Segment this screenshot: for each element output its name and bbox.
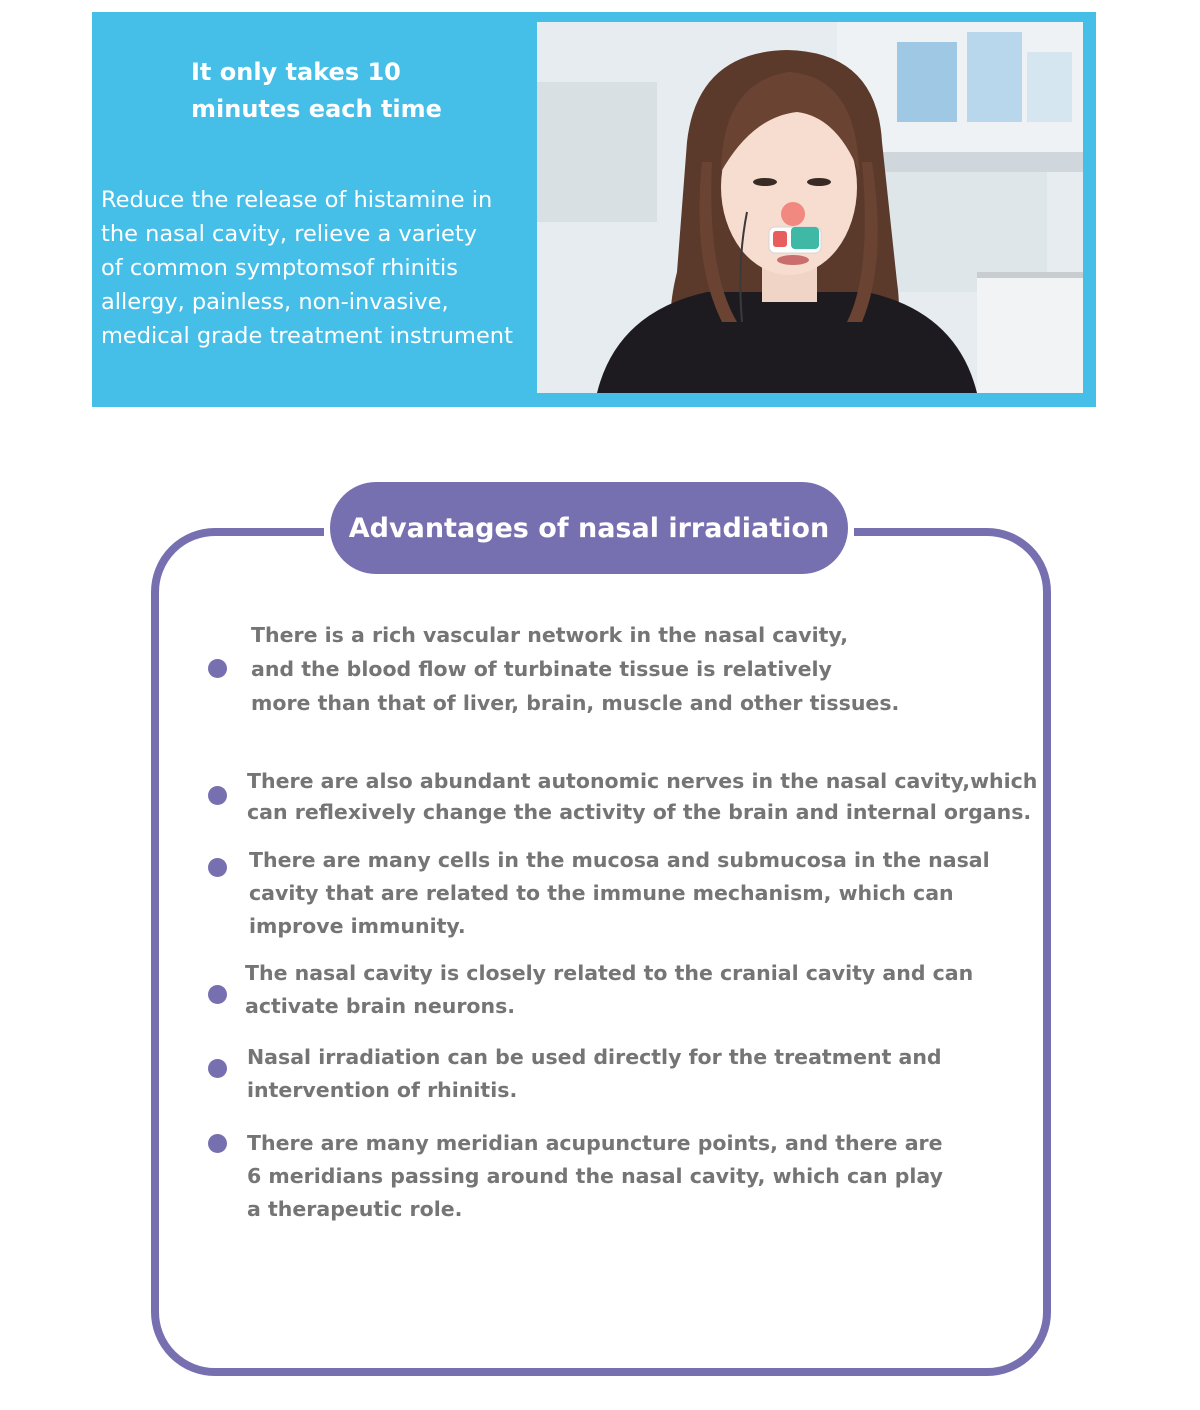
banner-description-line: Reduce the release of histamine in — [101, 187, 493, 213]
advantage-text — [245, 957, 973, 1023]
advantage-text — [249, 844, 990, 943]
bullet-dot-icon — [208, 1134, 227, 1153]
banner-description-line: medical grade treatment instrument — [101, 323, 513, 349]
banner-description — [101, 183, 513, 353]
advantages-title: Advantages of nasal irradiation — [348, 512, 830, 544]
advantage-line: can reflexively change the activity of the brain and internal organs. — [247, 800, 1032, 824]
bullet-dot-icon — [208, 786, 227, 805]
advantage-line: and the blood flow of turbinate tissue is relatively — [251, 657, 832, 681]
advantage-line: more than that of liver, brain, muscle and other tissues. — [251, 691, 900, 715]
advantage-line: cavity that are related to the immune mechanism, which can — [249, 881, 954, 905]
advantage-text — [247, 766, 1037, 828]
advantage-line: The nasal cavity is closely related to the cranial cavity and can — [245, 961, 974, 985]
promo-banner — [92, 12, 1096, 407]
advantage-line: a therapeutic role. — [247, 1197, 463, 1221]
advantage-line: Nasal irradiation can be used directly for the treatment and — [247, 1045, 942, 1069]
advantage-line: There are also abundant autonomic nerves in the nasal cavity,which — [247, 769, 1038, 793]
advantage-text — [247, 1127, 943, 1226]
banner-description-line: the nasal cavity, relieve a variety — [101, 221, 477, 247]
product-photo — [537, 22, 1083, 393]
banner-heading-line: minutes each time — [191, 95, 442, 123]
advantage-line: intervention of rhinitis. — [247, 1078, 518, 1102]
advantage-line: activate brain neurons. — [245, 994, 516, 1018]
bullet-dot-icon — [208, 858, 227, 877]
banner-heading — [191, 54, 442, 128]
bullet-dot-icon — [208, 1059, 227, 1078]
advantage-line: There are many cells in the mucosa and submucosa in the nasal — [249, 848, 990, 872]
banner-heading-line: It only takes 10 — [191, 58, 401, 86]
bullet-dot-icon — [208, 659, 227, 678]
advantage-line: There are many meridian acupuncture points, and there are — [247, 1131, 943, 1155]
banner-description-line: allergy, painless, non-invasive, — [101, 289, 449, 315]
advantages-title-pill — [330, 482, 848, 574]
bullet-dot-icon — [208, 985, 227, 1004]
advantage-line: There is a rich vascular network in the nasal cavity, — [251, 623, 848, 647]
banner-description-line: of common symptomsof rhinitis — [101, 255, 458, 281]
advantage-line: 6 meridians passing around the nasal cavity, which can play — [247, 1164, 943, 1188]
advantage-text — [247, 1041, 942, 1107]
advantage-line: improve immunity. — [249, 914, 466, 938]
advantages-title-badge — [324, 480, 854, 578]
advantage-text — [251, 618, 899, 720]
